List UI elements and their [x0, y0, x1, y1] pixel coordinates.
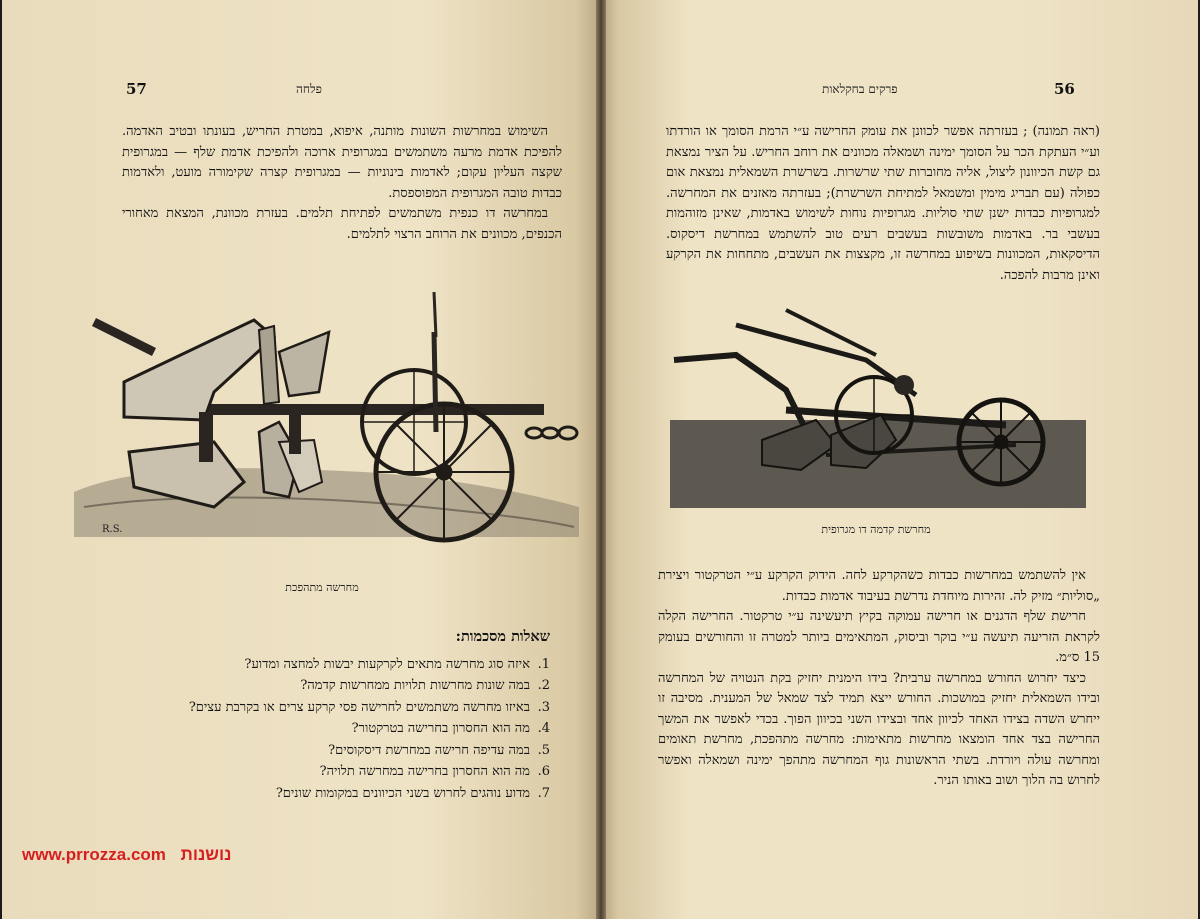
- right-page: [600, 0, 1198, 919]
- right-page-number: 56: [1054, 80, 1075, 98]
- review-questions: [152, 626, 550, 804]
- left-page-number: 57: [126, 80, 147, 98]
- question-item: [152, 697, 550, 719]
- question-number: 4.: [537, 721, 550, 736]
- paragraph: חרישת שלף הדגנים או חרישה עמוקה בקיץ תיעשינה ע״י טרקטור. החרישה הקלה לקראת הזריעה תיעשה ע״י בוקר וביסוק, המתאימים ביותר למטרה זו והחורשים בעומק 15 ס״מ.: [658, 609, 1100, 665]
- question-item: [152, 783, 550, 805]
- question-text: מדוע נוהגים לחרוש בשני הכיוונים במקומות שונים?: [275, 785, 530, 801]
- right-bottom-text: [658, 566, 1100, 792]
- questions-title: שאלות מסכמות:: [455, 628, 550, 645]
- reversible-plough-illustration: [64, 292, 584, 544]
- question-text: מה הוא החסרון בחרישה במחרשה תלויה?: [319, 764, 530, 779]
- question-item: [152, 740, 550, 762]
- question-item: [152, 675, 550, 697]
- question-number: 7.: [537, 785, 550, 801]
- watermark-label: נושנות: [180, 845, 232, 864]
- question-item: [152, 718, 550, 740]
- right-top-text: [666, 122, 1100, 286]
- book-spread: [2, 0, 1198, 919]
- left-page: [2, 0, 600, 919]
- site-watermark[interactable]: [22, 845, 231, 865]
- question-number: 5.: [537, 742, 550, 758]
- book-gutter: [596, 0, 606, 919]
- question-item: [152, 761, 550, 783]
- left-running-head: פלחה: [296, 82, 322, 96]
- question-number: 2.: [537, 678, 550, 693]
- question-number: 6.: [537, 764, 550, 779]
- two-furrow-front-plough-illustration: [666, 300, 1090, 510]
- paragraph: במחרשה דו כנפית משתמשים לפתיחת תלמים. בעזרת מכוונת, המצאת מאחורי הכנפים, מכוונים את הרוחב הרצוי לתלמים.: [122, 206, 562, 242]
- question-number: 1.: [537, 656, 550, 672]
- paragraph: (ראה תמונה) ; בעזרתה אפשר לכוונן את עומק החרישה ע״י הרמת הסומך או הורדתו וע״י העתקת הכר על הסומך ימינה ושמאלה מכוונים את רוחב החריש. על הציר נמצאת גם קשת הכיוונון ליצול, אליה מחוברות שתי שרשרות. בשרשרת השמאלית נמצאת אום כפולה (עם תבריג מימין ומשמאל למתיחת השרשרת); בעזרתה מאזנים את המחרשה. למגרופיות כבדות ישנן שתי סוליות. מגרופיות נוחות לשימוש באדמות, שאינן מזוהמות בעשבי בר. באדמות משובשות בעשבים רעים טוב להשתמש במחרשת דיסקוס. הדיסקאות, המכוונות בשיפוע במחרשה זו, מקצצות את העשבים, מתחחות את הקרקע ואינן מרבות להפכה.: [666, 124, 1100, 283]
- right-figure-caption: מחרשת קדמה דו מגרופית: [821, 523, 931, 536]
- question-text: במה שונות מחרשות תלויות ממחרשות קדמה?: [300, 678, 530, 693]
- question-text: מה הוא החסרון בחרישה בטרקטור?: [351, 721, 530, 736]
- paragraph: כיצד יחרוש החורש במחרשה ערבית? בידו הימנית יחזיק בקת הנטויה של המחרשה ובידו השמאלית יחזיק במושכות. החורש ייצא תמיד לצד שמאל של המענית. מסיבה זו ייחרש השדה בצידו האחד לכיוון אחד ובצידו השני בכיוון הפוך. בכדי לאפשר את המשך החרישה בצד אחד הומצאו מחרשות מתאימות: מחרשה מתהפכת, מחרשת תאומים ומחרשה עולה ויורדת. בשתי הראשונות גוף המחרשה מתהפך ימינה ושמאלה ואפשר לחרוש בה הלוך ושוב באותו הניר.: [658, 670, 1100, 788]
- question-text: במה עדיפה חרישה במחרשת דיסקוסים?: [328, 742, 530, 758]
- question-text: איזה סוג מחרשה מתאים לקרקעות יבשות למחצה ומדוע?: [244, 656, 530, 672]
- left-body-text: [122, 122, 562, 245]
- question-item: [152, 654, 550, 676]
- paragraph: השימוש במחרשות השונות מותנה, איפוא, במטרת החריש, בעונתו ובטיב האדמה. להפיכת אדמת מרעה משתמשים במגרופית ארוכה ולהפיכת אדמת שלף — במגרופית שקצה העליון עקום; לאדמות בינוניות — במגרופית קצרה שקימורה מועט, ולאדמות כבדות טובה המגרופית המפוספסת.: [122, 124, 562, 201]
- left-figure-caption: מחרשה מתהפכת: [285, 581, 359, 594]
- question-number: 3.: [537, 699, 550, 715]
- figure-signature: R.S.: [102, 524, 123, 535]
- watermark-url[interactable]: www.prrozza.com: [22, 845, 166, 864]
- right-running-head: פרקים בחקלאות: [822, 82, 898, 96]
- question-text: באיזו מחרשה משתמשים לחרישה פסי קרקע צרים או בקרבת עצים?: [188, 699, 530, 715]
- paragraph: אין להשתמש במחרשות כבדות כשהקרקע לחה. הידוק הקרקע ע״י הטרקטור ויצירת „סוליות״ מזיק לה. זהירות מיוחדת נדרשת בעיבוד אדמות כבדות.: [658, 568, 1100, 604]
